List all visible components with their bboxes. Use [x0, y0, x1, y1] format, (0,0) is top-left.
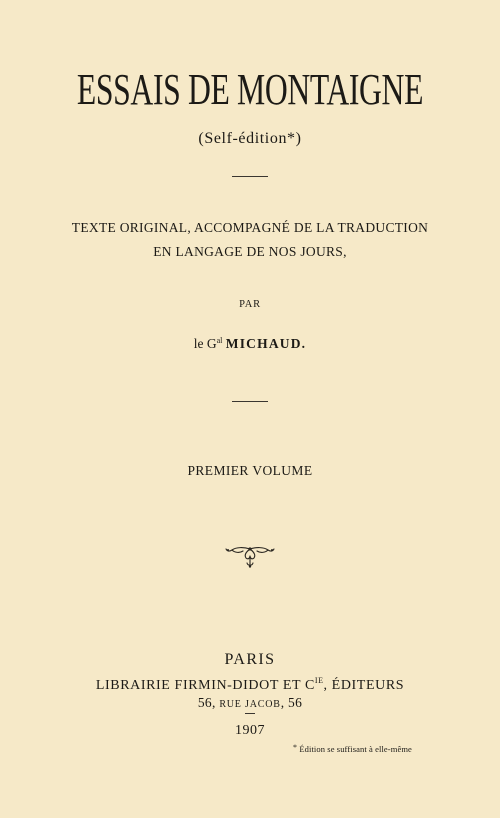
by-label: PAR: [239, 299, 261, 310]
author-line: [0, 336, 500, 352]
divider-rule: [245, 713, 255, 714]
description-line-1: TEXTE ORIGINAL, ACCOMPAGNÉ DE LA TRADUCTION: [71, 220, 429, 235]
divider-rule: [232, 401, 268, 402]
book-subtitle: (Self-édition*): [198, 130, 302, 147]
publisher-name: LIBRAIRIE FIRMIN-DIDOT ET C: [95, 678, 315, 693]
address-street: RUE JACOB: [219, 699, 281, 710]
address-end: , 56: [280, 695, 303, 710]
imprint-city: PARIS: [224, 651, 276, 668]
author-rank-prefix: le G: [193, 336, 217, 351]
volume-label: PREMIER VOLUME: [187, 463, 313, 478]
publisher-suffix: , ÉDITEURS: [323, 678, 405, 693]
author-rank-superscript: al: [216, 336, 223, 345]
footnote: [293, 743, 412, 754]
address-number: 56,: [197, 695, 220, 710]
imprint-year: 1907: [235, 723, 265, 738]
author-name: MICHAUD.: [225, 336, 307, 351]
publisher-superscript: IE: [314, 676, 324, 685]
author-rank: [194, 336, 223, 351]
fleuron-ornament-icon: [224, 545, 276, 569]
imprint-publisher: [0, 676, 500, 694]
imprint-address: [0, 695, 500, 711]
description-line-2: EN LANGAGE DE NOS JOURS,: [153, 244, 347, 259]
divider-rule: [232, 176, 268, 177]
book-title: ESSAIS DE MONTAIGNE: [76, 65, 424, 114]
footnote-mark: *: [293, 743, 298, 752]
footnote-text: Édition se suffisant à elle-même: [297, 744, 412, 754]
